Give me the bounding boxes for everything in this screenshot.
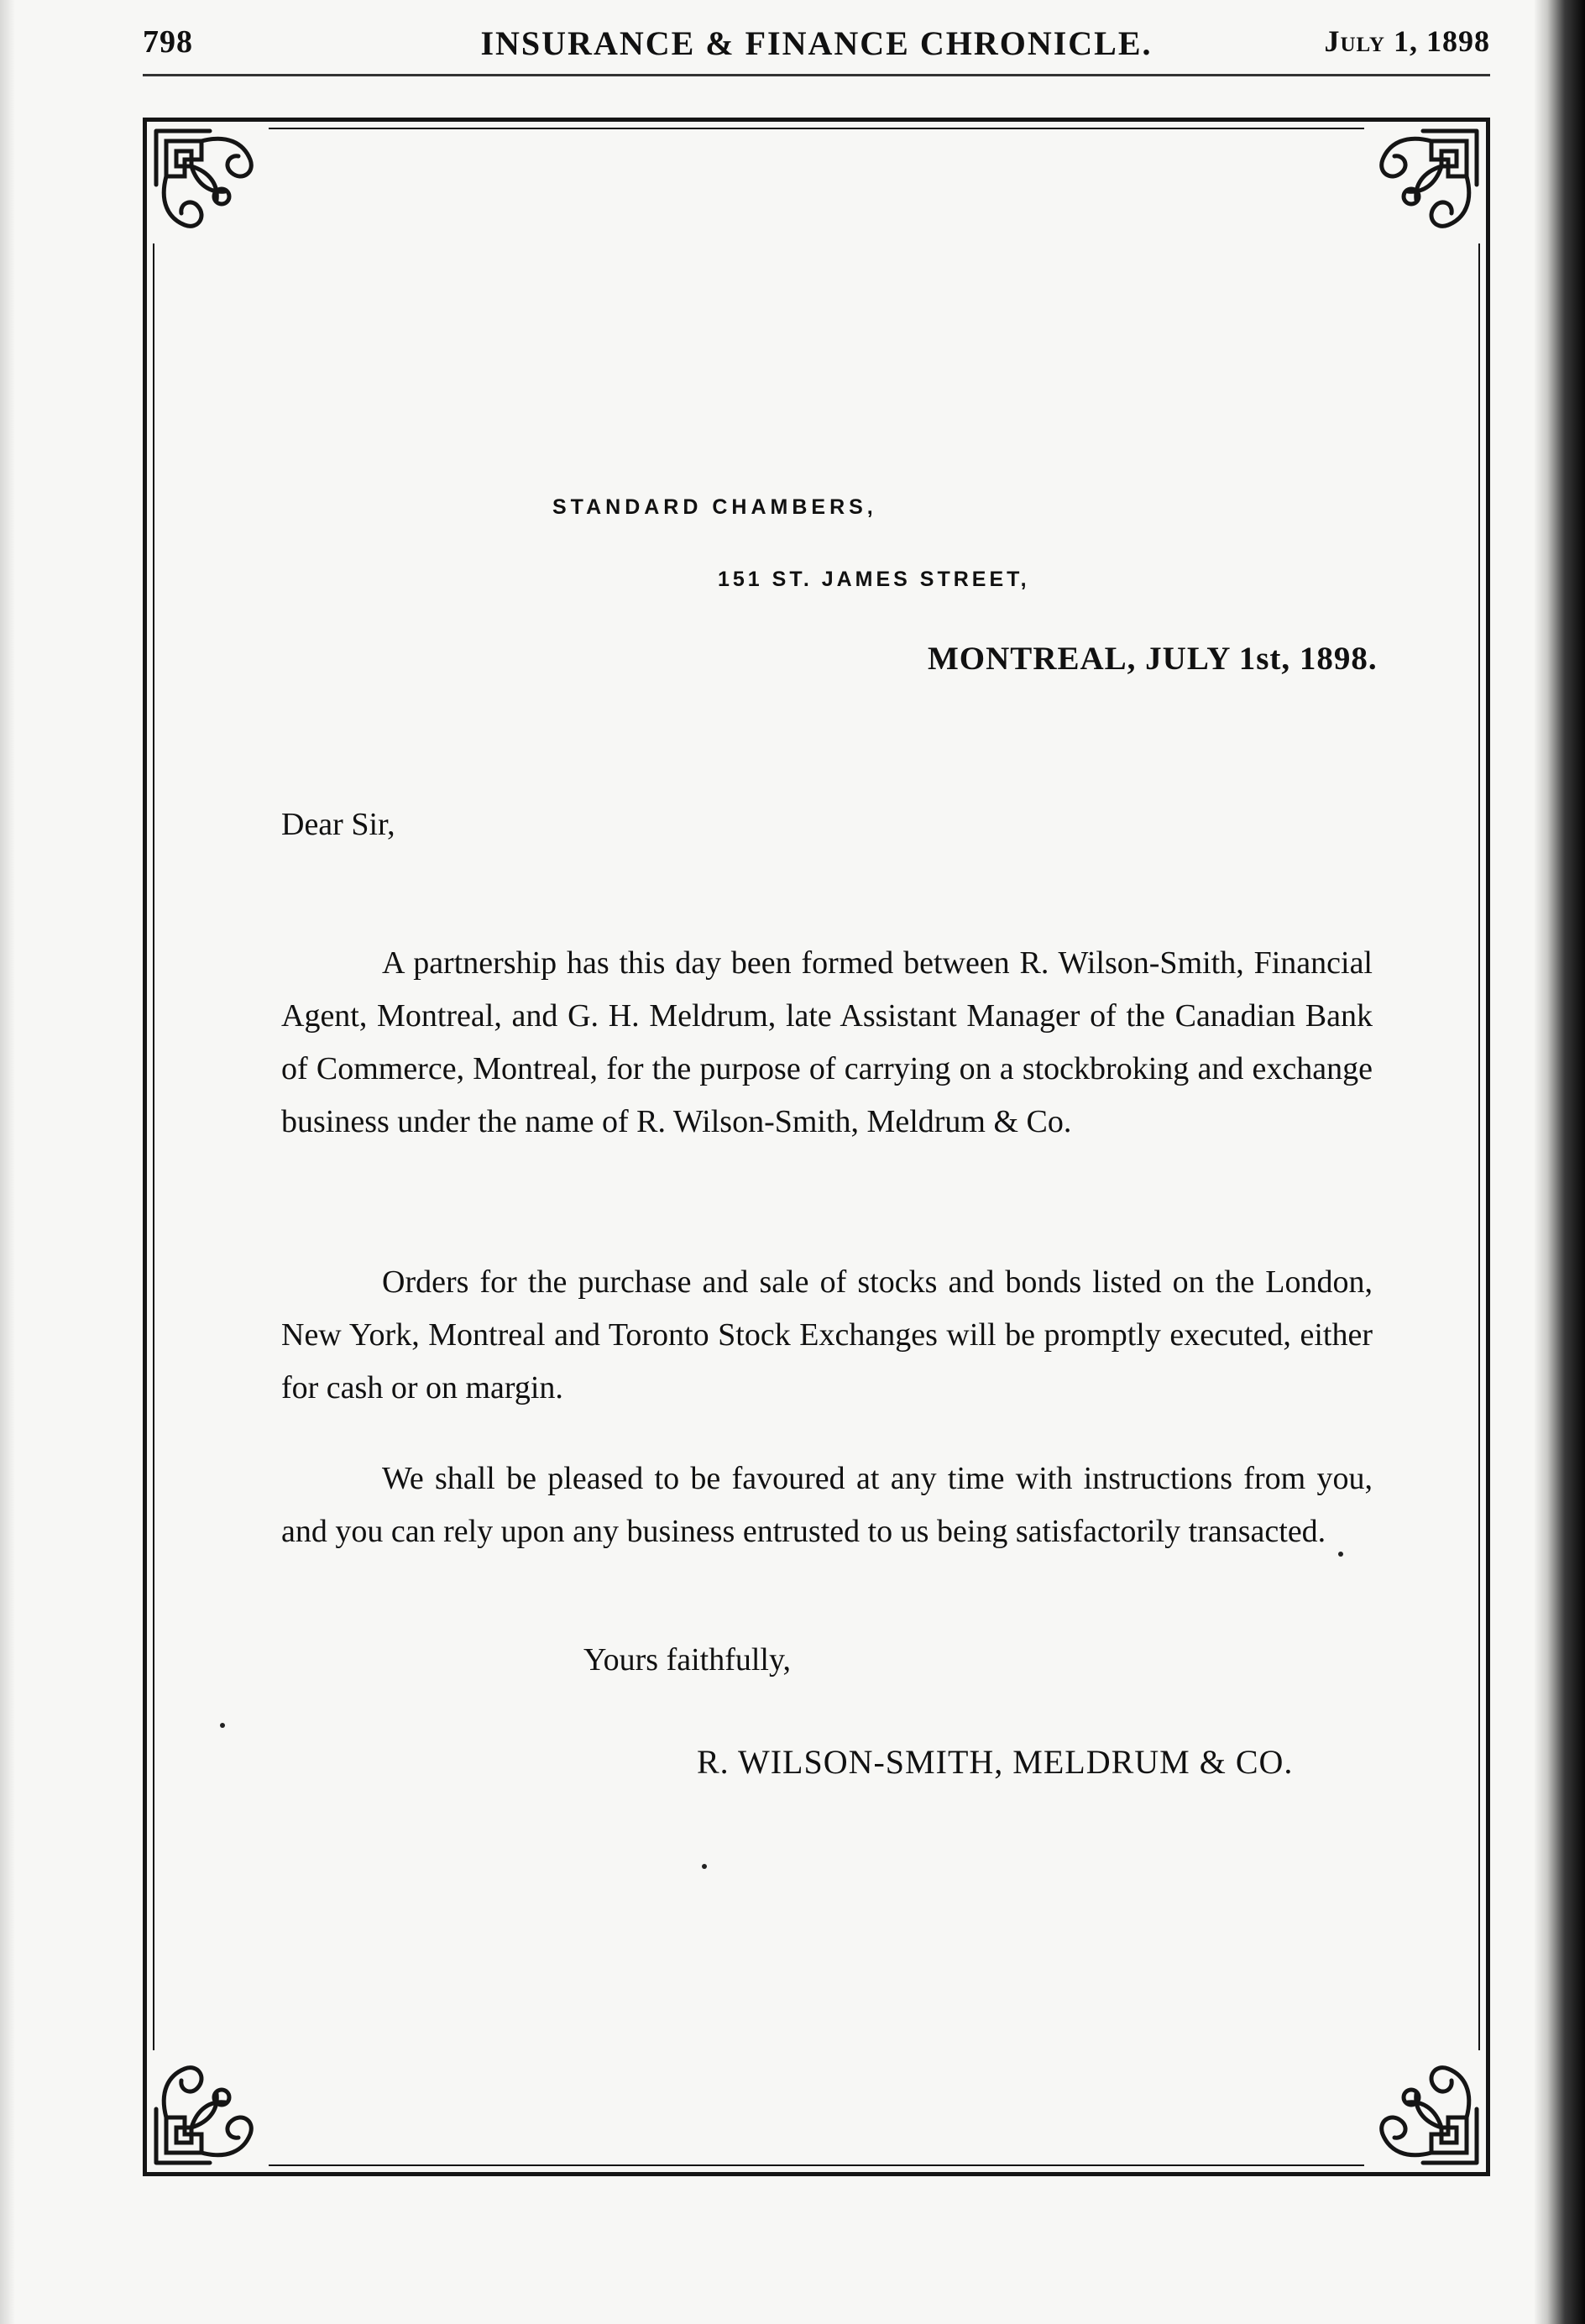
corner-ornament-bottom-left-icon	[151, 2050, 269, 2168]
issue-date: July 1, 1898	[1324, 24, 1490, 58]
print-speck	[1338, 1552, 1343, 1557]
header-rule	[143, 74, 1490, 76]
letter-signature: R. WILSON-SMITH, MELDRUM & CO.	[697, 1743, 1294, 1781]
letter-paragraph: A partnership has this day been formed between R. Wilson-Smith, Financial Agent, Montreal, and G. H. Meldrum, late Assistant Manager of the Canadian Bank of Commerce, Montreal, for the purpose of carrying on a stockbroking and exchange business under the name of R. Wilson-Smith, Meldrum & Co.	[281, 945, 1373, 1139]
address-line-2: 151 ST. JAMES STREET,	[718, 568, 1030, 591]
letter-closing: Yours faithfully,	[583, 1642, 792, 1678]
corner-ornament-bottom-right-icon	[1364, 2050, 1482, 2168]
letter-paragraph: We shall be pleased to be favoured at any time with instructions from you, and you can rely upon any business entrusted to us being satisfactorily transacted.	[281, 1461, 1373, 1549]
print-speck	[220, 1723, 225, 1728]
letter-paragraph: Orders for the purchase and sale of stocks and bonds listed on the London, New York, Montreal and Toronto Stock Exchanges will be promptly executed, either for cash or on margin.	[281, 1264, 1373, 1405]
print-speck	[702, 1864, 707, 1869]
letter-salutation: Dear Sir,	[281, 807, 395, 842]
journal-title: INSURANCE & FINANCE CHRONICLE.	[480, 24, 1153, 62]
page-binding-edge	[1535, 0, 1585, 2324]
address-line-1: STANDARD CHAMBERS,	[552, 495, 877, 519]
page-number: 798	[143, 24, 193, 60]
corner-ornament-top-left-icon	[151, 126, 269, 243]
corner-ornament-top-right-icon	[1364, 126, 1482, 243]
page-left-shadow	[0, 0, 15, 2324]
letter-dateline: MONTREAL, JULY 1st, 1898.	[928, 641, 1378, 677]
